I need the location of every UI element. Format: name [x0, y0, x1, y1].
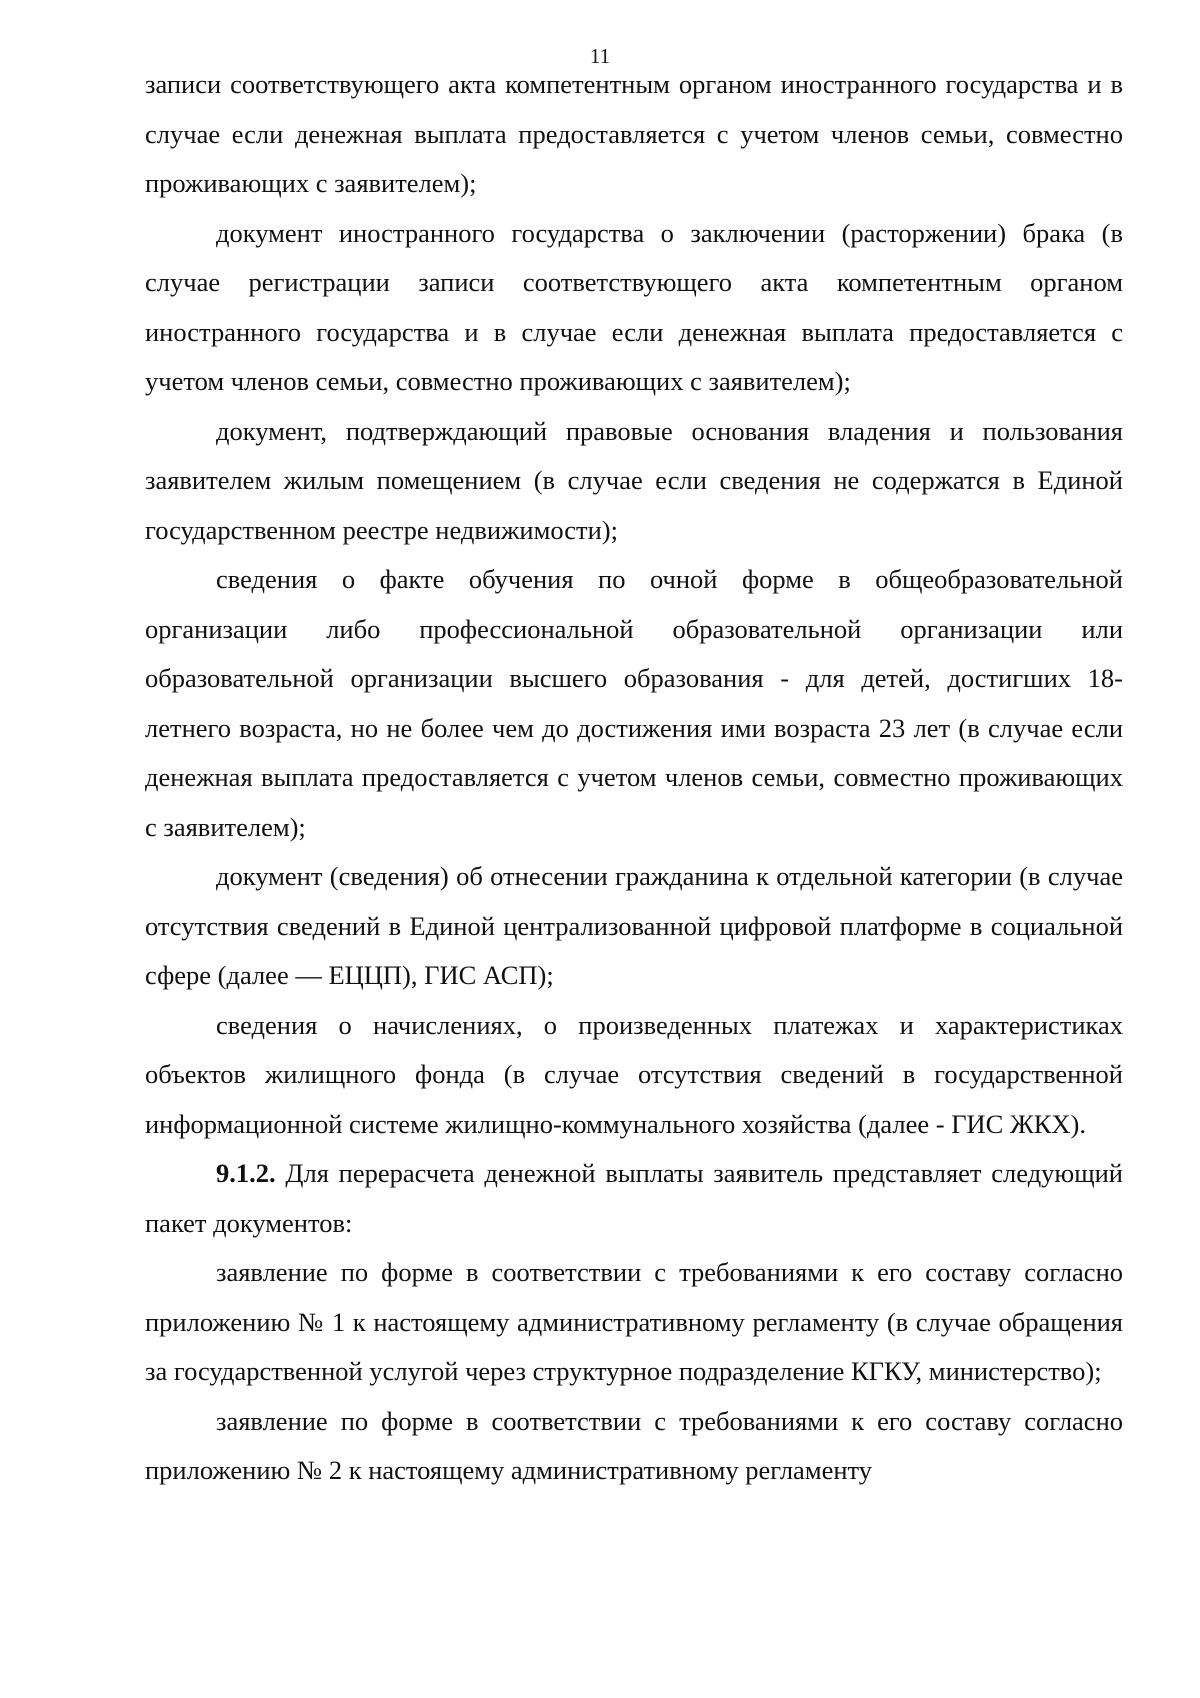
paragraph-text: сведения о начислениях, о произведенных платежах и характеристиках объектов жилищного фонда (в случае отсутствия сведений в государственной информационной системе жилищно-коммунального хозяйства (далее - ГИС ЖКХ).: [145, 1009, 1123, 1139]
paragraph-education-info: [145, 555, 1123, 852]
paragraph-text: заявление по форме в соответствии с требованиями к его составу согласно приложению № 1 к настоящему административному регламенту (в случае обращения за государственной услугой через структурное подразделение КГКУ, министерство);: [145, 1257, 1123, 1386]
paragraph-foreign-marriage-document: [145, 209, 1123, 407]
section-number: 9.1.2.: [216, 1158, 276, 1188]
paragraph-text: записи соответствующего акта компетентным органом иностранного государства и в случае если денежная выплата предоставляется с учетом членов семьи, совместно проживающих с заявителем);: [145, 69, 1123, 198]
paragraph-text: Для перерасчета денежной выплаты заявитель представляет следующий пакет документов:: [145, 1158, 1123, 1238]
paragraph-section-9-1-2: [145, 1149, 1123, 1248]
paragraph-text: документ (сведения) об отнесении гражданина к отдельной категории (в случае отсутствия сведений в Единой централизованной цифровой платформе в социальной сфере (далее — ЕЦЦП), ГИС АСП);: [145, 861, 1123, 990]
paragraph-application-appendix-2: [145, 1397, 1123, 1496]
paragraph-payments-info: [145, 1001, 1123, 1150]
paragraph-text: заявление по форме в соответствии с требованиями к его составу согласно приложению № 2 к настоящему административному регламенту: [145, 1405, 1123, 1485]
page-number: 11: [589, 44, 611, 68]
paragraph-continuation: [145, 60, 1123, 209]
document-body: [145, 60, 1123, 1496]
paragraph-text: документ иностранного государства о заключении (расторжении) брака (в случае регистрации записи соответствующего акта компетентным органом иностранного государства и в случае если денежная выплата предоставляется с учетом членов семьи, совместно проживающих с заявителем);: [145, 217, 1123, 396]
paragraph-application-appendix-1: [145, 1248, 1123, 1397]
paragraph-text: сведения о факте обучения по очной форме в общеобразовательной организации либо профессиональной образовательной организации или образовательной организации высшего образования - для детей, достигших 18-летнего возраста, но не более чем до достижения ими возраста 23 лет (в случае если денежная выплата предоставляется с учетом членов семьи, совместно проживающих с заявителем);: [145, 564, 1123, 842]
paragraph-text: документ, подтверждающий правовые основания владения и пользования заявителем жилым помещением (в случае если сведения не содержатся в Единой государственном реестре недвижимости);: [145, 415, 1123, 545]
paragraph-housing-rights-document: [145, 407, 1123, 556]
paragraph-category-document: [145, 852, 1123, 1001]
